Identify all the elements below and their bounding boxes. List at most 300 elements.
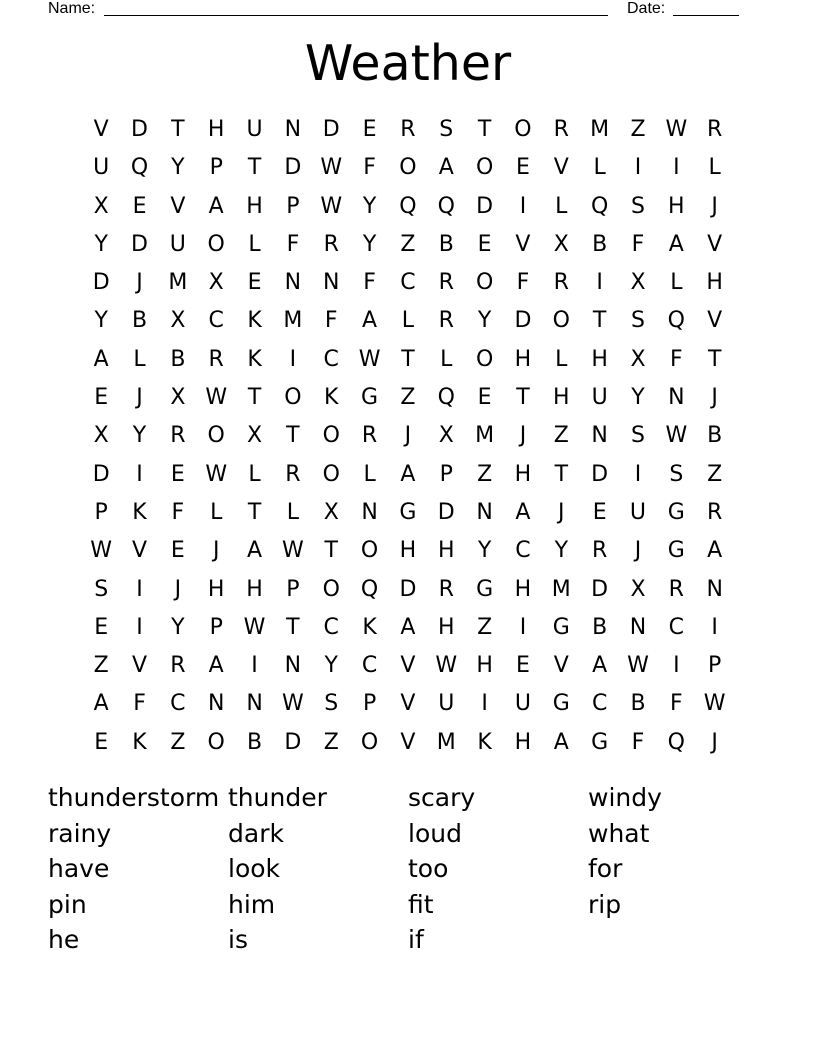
grid-cell[interactable]: F <box>286 231 300 257</box>
grid-cell[interactable]: O <box>207 423 225 449</box>
grid-cell[interactable]: D <box>284 155 302 181</box>
grid-cell[interactable]: I <box>673 653 680 679</box>
grid-cell[interactable]: Y <box>324 653 338 679</box>
grid-cell[interactable]: M <box>590 117 610 142</box>
grid-cell[interactable]: V <box>400 653 416 679</box>
grid-cell[interactable]: L <box>248 461 261 487</box>
grid-cell[interactable]: S <box>631 193 645 219</box>
grid-cell[interactable]: W <box>282 691 304 717</box>
grid-cell[interactable]: Y <box>94 231 108 257</box>
grid-cell[interactable]: M <box>436 729 456 755</box>
grid-cell[interactable]: W <box>435 653 458 679</box>
grid-cell[interactable]: P <box>209 155 223 181</box>
grid-cell[interactable]: N <box>629 614 647 640</box>
grid-cell[interactable]: T <box>401 346 415 372</box>
grid-cell[interactable]: X <box>93 423 109 449</box>
grid-cell[interactable]: Z <box>477 461 493 487</box>
grid-cell[interactable]: I <box>481 691 488 717</box>
grid-cell[interactable]: W <box>703 691 726 717</box>
grid-cell[interactable]: P <box>439 461 453 487</box>
grid-cell[interactable]: G <box>361 385 379 411</box>
grid-cell[interactable]: Q <box>667 308 685 334</box>
grid-cell[interactable]: O <box>360 538 379 564</box>
grid-cell[interactable]: S <box>631 423 645 449</box>
grid-cell[interactable]: F <box>631 231 645 257</box>
grid-cell[interactable]: H <box>514 729 532 755</box>
grid-cell[interactable]: Y <box>94 308 108 334</box>
grid-cell[interactable]: H <box>591 346 608 372</box>
grid-cell[interactable]: X <box>208 270 224 296</box>
grid-cell[interactable]: U <box>438 691 455 717</box>
grid-cell[interactable]: D <box>591 576 609 602</box>
grid-cell[interactable]: R <box>438 576 454 602</box>
grid-cell[interactable]: J <box>174 576 182 602</box>
grid-row <box>82 111 734 149</box>
grid-cell[interactable]: P <box>209 614 223 640</box>
grid-cell[interactable]: N <box>706 576 723 602</box>
grid-cell[interactable]: W <box>627 653 649 679</box>
grid-cell[interactable]: R <box>438 270 454 296</box>
grid-cell[interactable]: M <box>475 423 495 449</box>
grid-cell[interactable]: J <box>136 385 143 411</box>
grid-cell[interactable]: X <box>170 308 186 334</box>
grid-cell[interactable]: H <box>246 193 263 219</box>
grid-cell[interactable]: H <box>476 653 493 679</box>
grid-cell[interactable]: W <box>205 461 228 487</box>
grid-cell[interactable]: T <box>554 461 569 487</box>
grid-cell[interactable]: Q <box>437 385 455 411</box>
grid-row <box>82 149 734 187</box>
grid-cell[interactable]: K <box>132 729 147 755</box>
grid-cell[interactable]: H <box>207 576 225 602</box>
grid-cell[interactable]: W <box>90 538 113 564</box>
grid-cell[interactable]: I <box>136 614 143 640</box>
grid-cell[interactable]: R <box>208 346 224 372</box>
grid-cell[interactable]: U <box>514 691 531 717</box>
grid-cell[interactable]: A <box>400 614 416 640</box>
grid-cell[interactable]: G <box>667 538 685 564</box>
grid-cell[interactable]: H <box>668 193 685 219</box>
grid-cell[interactable]: R <box>323 231 339 257</box>
grid-cell[interactable]: X <box>553 231 569 257</box>
grid-cell[interactable]: E <box>516 653 530 679</box>
grid-cell[interactable]: A <box>515 499 531 525</box>
grid-cell[interactable]: Z <box>400 385 416 411</box>
grid-cell[interactable]: V <box>400 691 416 717</box>
grid-cell[interactable]: H <box>553 385 570 411</box>
grid-cell[interactable]: S <box>324 691 339 717</box>
grid-cell[interactable]: F <box>133 691 146 717</box>
grid-cell[interactable]: R <box>170 653 186 679</box>
grid-cell[interactable]: S <box>669 461 684 487</box>
grid-cell[interactable]: W <box>282 538 304 564</box>
grid-cell[interactable]: M <box>168 270 188 296</box>
grid-cell[interactable]: X <box>630 576 646 602</box>
grid-cell[interactable]: T <box>324 538 338 564</box>
grid-cell[interactable]: Z <box>323 729 339 755</box>
grid-cell[interactable]: D <box>591 461 609 487</box>
grid-cell[interactable]: C <box>323 614 339 640</box>
grid-cell[interactable]: Z <box>707 461 723 487</box>
grid-cell[interactable]: V <box>707 308 723 334</box>
grid-cell[interactable]: B <box>592 614 608 640</box>
grid-cell[interactable]: D <box>92 461 110 487</box>
grid-cell[interactable]: E <box>477 231 492 257</box>
word-list-item: what <box>588 818 650 848</box>
grid-cell[interactable]: I <box>711 614 718 640</box>
grid-cell[interactable]: P <box>286 576 300 602</box>
grid-cell[interactable]: D <box>322 117 340 142</box>
grid-cell[interactable]: W <box>665 423 688 449</box>
grid-cell[interactable]: N <box>284 117 302 142</box>
grid-cell[interactable]: H <box>437 614 455 640</box>
grid-cell[interactable]: V <box>170 193 186 219</box>
grid-cell[interactable]: X <box>630 346 646 372</box>
grid-cell[interactable]: Y <box>477 308 492 334</box>
grid-cell[interactable]: V <box>553 155 569 181</box>
grid-cell[interactable]: E <box>592 499 607 525</box>
grid-cell[interactable]: R <box>553 117 569 142</box>
grid-cell[interactable]: K <box>324 385 339 411</box>
grid-cell[interactable]: Y <box>132 423 147 449</box>
grid-cell[interactable]: R <box>438 308 454 334</box>
grid-cell[interactable]: J <box>634 538 642 564</box>
grid-cell[interactable]: A <box>668 231 684 257</box>
grid-cell[interactable]: Q <box>667 729 685 755</box>
grid-cell[interactable]: L <box>401 308 415 334</box>
grid-cell[interactable]: G <box>552 614 570 640</box>
grid-cell[interactable]: A <box>553 729 569 755</box>
grid-cell[interactable]: V <box>515 231 531 257</box>
grid-cell[interactable]: O <box>207 231 225 257</box>
grid-cell[interactable]: V <box>400 729 416 755</box>
grid-cell[interactable]: D <box>131 231 148 257</box>
grid-cell[interactable]: K <box>362 614 377 640</box>
grid-cell[interactable]: Z <box>477 614 493 640</box>
grid-cell[interactable]: B <box>707 423 723 449</box>
grid-cell[interactable]: Y <box>362 193 377 219</box>
grid-cell[interactable]: L <box>286 499 300 525</box>
grid-cell[interactable]: Y <box>171 614 185 640</box>
grid-cell[interactable]: V <box>707 231 723 257</box>
grid-cell[interactable]: T <box>247 155 262 181</box>
grid-cell[interactable]: O <box>514 117 532 142</box>
grid-cell[interactable]: Y <box>477 538 492 564</box>
grid-cell[interactable]: H <box>399 538 417 564</box>
grid-cell[interactable]: L <box>440 346 453 372</box>
grid-cell[interactable]: A <box>592 653 608 679</box>
grid-cell[interactable]: A <box>93 346 109 372</box>
grid-cell[interactable]: X <box>93 193 109 219</box>
grid-cell[interactable]: I <box>519 614 527 640</box>
grid-cell[interactable]: S <box>439 117 454 142</box>
grid-cell[interactable]: U <box>629 499 647 525</box>
grid-cell[interactable]: L <box>670 270 683 296</box>
grid-cell[interactable]: B <box>438 231 454 257</box>
grid-cell[interactable]: P <box>94 499 108 525</box>
grid-cell[interactable]: V <box>131 653 148 679</box>
grid-cell[interactable]: R <box>400 117 416 142</box>
grid-cell[interactable]: A <box>208 193 224 219</box>
grid-cell[interactable]: V <box>93 117 109 142</box>
grid-cell[interactable]: N <box>284 653 302 679</box>
grid-cell[interactable]: R <box>553 270 569 296</box>
grid-cell[interactable]: J <box>136 270 143 296</box>
grid-cell[interactable]: W <box>243 614 266 640</box>
grid-cell[interactable]: O <box>284 385 302 411</box>
grid-cell[interactable]: E <box>94 385 109 411</box>
grid-cell[interactable]: H <box>246 576 263 602</box>
grid-cell[interactable]: R <box>170 423 186 449</box>
grid-cell[interactable]: Z <box>553 423 569 449</box>
grid-cell[interactable]: V <box>553 653 569 679</box>
grid-cell[interactable]: B <box>630 691 646 717</box>
grid-cell[interactable]: S <box>94 576 109 602</box>
grid-cell[interactable]: I <box>596 270 603 296</box>
grid-cell[interactable]: C <box>208 308 224 334</box>
grid-cell[interactable]: T <box>592 308 607 334</box>
grid-cell[interactable]: E <box>170 461 185 487</box>
grid-cell[interactable]: C <box>400 270 416 296</box>
grid-cell[interactable]: G <box>399 499 417 525</box>
grid-cell[interactable]: Q <box>360 576 379 602</box>
grid-cell[interactable]: C <box>591 691 608 717</box>
grid-cell[interactable]: A <box>362 308 378 334</box>
grid-cell[interactable]: L <box>363 461 376 487</box>
grid-cell[interactable]: O <box>207 729 225 755</box>
grid-cell[interactable]: J <box>711 729 718 755</box>
grid-cell[interactable]: F <box>670 691 683 717</box>
grid-cell[interactable]: E <box>247 270 262 296</box>
grid-cell[interactable]: H <box>437 538 455 564</box>
grid-cell[interactable]: F <box>631 729 645 755</box>
grid-cell[interactable]: B <box>592 231 608 257</box>
grid-cell[interactable]: R <box>707 117 723 142</box>
grid-cell[interactable]: U <box>93 155 110 181</box>
grid-cell[interactable]: I <box>136 461 143 487</box>
grid-cell[interactable]: I <box>289 346 297 372</box>
name-line[interactable] <box>104 15 608 16</box>
grid-cell[interactable]: T <box>707 346 722 372</box>
grid-cell[interactable]: G <box>667 499 685 525</box>
grid-cell[interactable]: Q <box>130 155 149 181</box>
grid-cell[interactable]: P <box>362 691 377 717</box>
grid-cell[interactable]: U <box>591 385 608 411</box>
grid-cell[interactable]: F <box>171 499 185 525</box>
grid-cell[interactable]: I <box>673 155 680 181</box>
grid-cell[interactable]: J <box>212 538 220 564</box>
grid-cell[interactable]: G <box>552 691 570 717</box>
grid-cell[interactable]: N <box>246 691 263 717</box>
grid-cell[interactable]: P <box>286 193 300 219</box>
word-list-item: dark <box>228 818 284 848</box>
grid-cell[interactable]: F <box>670 346 683 372</box>
grid-cell[interactable]: E <box>132 193 147 219</box>
date-line[interactable] <box>673 15 739 16</box>
grid-cell[interactable]: X <box>323 499 339 525</box>
grid-cell[interactable]: G <box>476 576 494 602</box>
grid-cell[interactable]: W <box>320 155 343 181</box>
grid-row <box>82 532 734 570</box>
grid-cell[interactable]: V <box>131 538 148 564</box>
grid-cell[interactable]: J <box>404 423 412 449</box>
grid-cell[interactable]: O <box>552 308 570 334</box>
grid-cell[interactable]: J <box>519 423 527 449</box>
grid-cell[interactable]: K <box>247 308 262 334</box>
grid-cell[interactable]: B <box>170 346 186 372</box>
grid-cell[interactable]: X <box>438 423 454 449</box>
grid-cell[interactable]: O <box>322 423 340 449</box>
grid-cell[interactable]: T <box>286 423 300 449</box>
grid-cell[interactable]: L <box>593 155 606 181</box>
grid-cell[interactable]: K <box>132 499 147 525</box>
grid-cell[interactable]: O <box>475 270 494 296</box>
grid-cell[interactable]: N <box>591 423 608 449</box>
grid-cell[interactable]: S <box>631 308 645 334</box>
grid-cell[interactable]: D <box>476 193 494 219</box>
grid-cell[interactable]: D <box>437 499 455 525</box>
grid-cell[interactable]: T <box>247 499 262 525</box>
grid-cell[interactable]: E <box>94 614 109 640</box>
grid-cell[interactable]: F <box>516 270 530 296</box>
grid-cell[interactable]: H <box>514 576 532 602</box>
worksheet-header <box>48 0 748 20</box>
word-list-item: he <box>48 925 80 954</box>
grid-cell[interactable]: A <box>247 538 263 564</box>
grid-cell[interactable]: I <box>634 461 642 487</box>
grid-cell[interactable]: T <box>286 614 300 640</box>
grid-cell[interactable]: U <box>246 117 263 142</box>
grid-cell[interactable]: N <box>284 270 302 296</box>
grid-cell[interactable]: A <box>400 461 416 487</box>
grid-cell[interactable]: J <box>558 499 565 525</box>
grid-cell[interactable]: O <box>322 576 340 602</box>
grid-cell[interactable]: I <box>634 155 642 181</box>
grid-cell[interactable]: C <box>361 653 378 679</box>
word-list-item: thunderstorm <box>48 783 220 812</box>
grid-cell[interactable]: I <box>251 653 258 679</box>
grid-cell[interactable]: C <box>668 614 685 640</box>
grid-cell[interactable]: I <box>136 576 143 602</box>
grid-cell[interactable]: A <box>93 691 109 717</box>
grid-cell[interactable]: B <box>131 308 148 334</box>
grid-cell[interactable]: L <box>133 346 146 372</box>
grid-cell[interactable]: E <box>516 155 530 181</box>
grid-cell[interactable]: N <box>668 385 685 411</box>
grid-cell[interactable]: Y <box>362 231 377 257</box>
grid-cell[interactable]: T <box>516 385 530 411</box>
grid-cell[interactable]: A <box>208 653 224 679</box>
grid-cell[interactable]: X <box>630 270 646 296</box>
grid-cell[interactable]: I <box>519 193 527 219</box>
grid-cell[interactable]: B <box>247 729 263 755</box>
grid-cell[interactable]: Y <box>631 385 645 411</box>
grid-cell[interactable]: W <box>320 193 343 219</box>
grid-cell[interactable]: D <box>92 270 110 296</box>
grid-cell[interactable]: R <box>285 461 301 487</box>
grid-cell[interactable]: O <box>322 461 340 487</box>
grid-cell[interactable]: C <box>323 346 339 372</box>
grid-cell[interactable]: L <box>555 193 568 219</box>
grid-cell[interactable]: M <box>551 576 571 602</box>
grid-cell[interactable]: O <box>475 155 494 181</box>
grid-cell[interactable]: O <box>399 155 417 181</box>
grid-cell[interactable]: O <box>475 346 494 372</box>
grid-cell[interactable]: A <box>438 155 454 181</box>
grid-cell[interactable]: W <box>205 385 228 411</box>
grid-cell[interactable]: K <box>477 729 492 755</box>
grid-cell[interactable]: H <box>514 346 532 372</box>
grid-cell[interactable]: G <box>591 729 609 755</box>
grid-cell[interactable]: Q <box>399 193 417 219</box>
grid-cell[interactable]: Q <box>590 193 609 219</box>
grid-cell[interactable]: O <box>360 729 379 755</box>
grid-cell[interactable]: W <box>358 346 381 372</box>
grid-cell[interactable]: E <box>94 729 109 755</box>
grid-cell[interactable]: E <box>477 385 492 411</box>
word-list-item: rainy <box>48 818 112 848</box>
grid-cell[interactable]: W <box>665 117 688 142</box>
grid-cell[interactable]: N <box>476 499 493 525</box>
grid-cell[interactable]: R <box>707 499 723 525</box>
grid-cell[interactable]: C <box>170 691 186 717</box>
grid-cell[interactable]: Q <box>437 193 455 219</box>
grid-cell[interactable]: K <box>247 346 262 372</box>
grid-cell[interactable]: E <box>362 117 377 142</box>
grid-cell[interactable]: X <box>170 385 186 411</box>
grid-cell[interactable]: L <box>210 499 223 525</box>
grid-cell[interactable]: T <box>171 117 185 142</box>
grid-cell[interactable]: Y <box>171 155 185 181</box>
grid-cell[interactable]: L <box>708 155 721 181</box>
grid-cell[interactable]: T <box>247 385 262 411</box>
grid-cell[interactable]: J <box>711 385 718 411</box>
grid-cell[interactable]: Z <box>170 729 186 755</box>
grid-cell[interactable]: J <box>711 193 718 219</box>
grid-cell[interactable]: A <box>707 538 723 564</box>
grid-cell[interactable]: H <box>706 270 723 296</box>
grid-cell[interactable]: Z <box>93 653 109 679</box>
grid-cell[interactable]: F <box>363 270 376 296</box>
grid-cell[interactable]: R <box>668 576 684 602</box>
grid-cell[interactable]: Y <box>554 538 569 564</box>
grid-cell[interactable]: H <box>514 461 532 487</box>
grid-cell[interactable]: D <box>514 308 532 334</box>
grid-cell[interactable]: D <box>284 729 302 755</box>
grid-cell[interactable]: U <box>169 231 186 257</box>
grid-cell[interactable]: M <box>283 308 303 334</box>
grid-cell[interactable]: F <box>363 155 376 181</box>
grid-cell[interactable]: X <box>247 423 263 449</box>
grid-cell[interactable]: Z <box>400 231 416 257</box>
grid-cell[interactable]: R <box>591 538 608 564</box>
grid-cell[interactable]: N <box>361 499 378 525</box>
grid-cell[interactable]: D <box>399 576 417 602</box>
grid-cell[interactable]: F <box>324 308 338 334</box>
grid-cell[interactable]: C <box>515 538 531 564</box>
grid-cell[interactable]: N <box>207 691 225 717</box>
grid-cell[interactable]: L <box>555 346 568 372</box>
grid-cell[interactable]: Z <box>630 117 646 142</box>
grid-cell[interactable]: L <box>248 231 261 257</box>
grid-cell[interactable]: H <box>207 117 225 142</box>
grid-cell[interactable]: T <box>477 117 492 142</box>
grid-cell[interactable]: P <box>708 653 722 679</box>
grid-cell[interactable]: E <box>170 538 185 564</box>
grid-cell[interactable]: R <box>361 423 378 449</box>
grid-cell[interactable]: N <box>323 270 340 296</box>
grid-cell[interactable]: D <box>131 117 148 142</box>
